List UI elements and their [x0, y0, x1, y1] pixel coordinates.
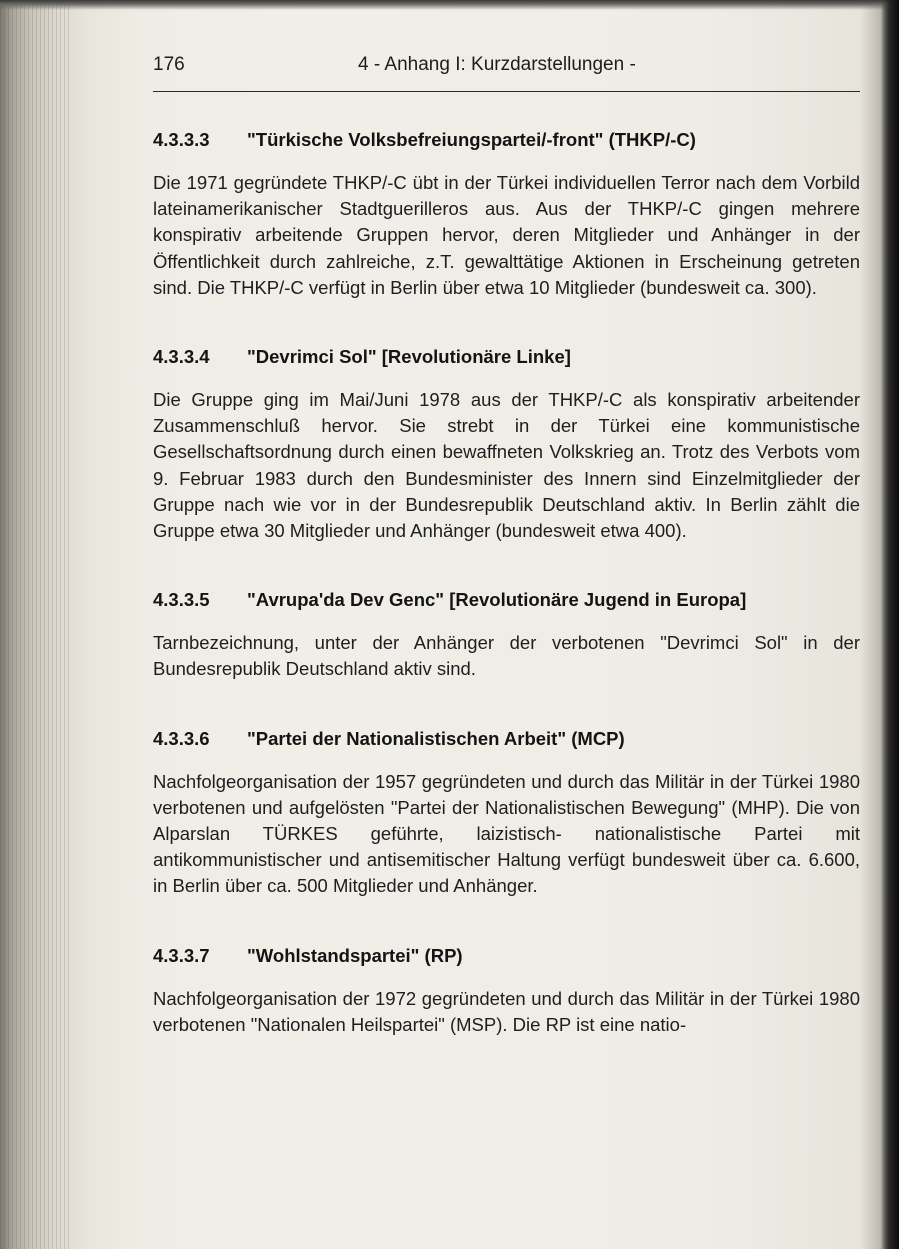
section-heading [153, 124, 860, 156]
section-title: "Türkische Volksbefreiungspartei/-front" (THKP/-C) [247, 129, 696, 150]
page-number: 176 [153, 54, 185, 75]
section-paragraph: Die 1971 gegründete THKP/-C übt in der Türkei individuellen Terror nach dem Vorbild lateinamerikanischer Stadtguerilleros aus. Aus der THKP/-C gingen mehrere konspirativ arbeitende Gruppen hervor, deren Mitglieder und Anhänger in der Öffentlichkeit durch zahlreiche, z.T. gewalttätige Aktionen in Erscheinung getreten sind. Die THKP/-C verfügt in Berlin über etwa 10 Mitglieder (bundesweit ca. 300). [153, 172, 860, 298]
section-paragraph: Nachfolgeorganisation der 1957 gegründeten und durch das Militär in der Türkei 1980 verbotenen und aufgelösten "Partei der Nationalistischen Bewegung" (MHP). Die von Alparslan TÜRKES geführte, laizistisch- nationalistische Partei mit antikommunistischer und antisemitischer Haltung verfügt bundesweit über ca. 6.600, in Berlin über ca. 500 Mitglieder und Anhänger. [153, 770, 860, 897]
section-paragraph: Die Gruppe ging im Mai/Juni 1978 aus der THKP/-C als konspirativ arbeitender Zusammenschluß hervor. Sie strebt in der Türkei eine kommunistische Gesellschaftsordnung durch einen bewaffneten Volkskrieg an. Trotz des Verbots vom 9. Februar 1983 durch den Bundesminister des Innern sind Einzelmitglieder der Gruppe nach wie vor in der Bundesrepublik Deutschland aktiv. In Berlin zählt die Gruppe etwa 30 Mitglieder und Anhänger (bundesweit etwa 400). [153, 389, 860, 542]
section-paragraph: Tarnbezeichnung, unter der Anhänger der verbotenen "Devrimci Sol" in der Bundesrepublik Deutschland aktiv sind. [153, 632, 860, 680]
section-number: 4.3.3.7 [153, 944, 210, 966]
section-4-3-3-7 [153, 940, 860, 1038]
section-heading [153, 723, 860, 755]
section-heading [153, 341, 860, 373]
section-title: "Devrimci Sol" [Revolutionäre Linke] [247, 346, 571, 368]
section-4-3-3-5 [153, 584, 860, 682]
page-content [153, 124, 860, 1078]
running-title: 4 - Anhang I: Kurzdarstellungen - [358, 54, 636, 75]
page-header [153, 54, 860, 84]
section-title: "Avrupa'da Dev Genc" [Revolutionäre Jugend in Europa] [247, 589, 747, 611]
right-edge-shadow [881, 0, 899, 1249]
header-rule [153, 91, 860, 92]
section-number: 4.3.3.6 [153, 727, 210, 749]
section-4-3-3-6 [153, 723, 860, 900]
section-heading [153, 940, 860, 972]
section-paragraph: Nachfolgeorganisation der 1972 gegründeten und durch das Militär in der Türkei 1980 verbotenen "Nationalen Heilspartei" (MSP). Die RP ist eine natio- [153, 987, 860, 1035]
section-title: "Partei der Nationalistischen Arbeit" (MCP) [247, 727, 625, 749]
section-number: 4.3.3.4 [153, 346, 210, 368]
section-heading [153, 584, 860, 616]
book-spine-shading [0, 0, 70, 1249]
section-number: 4.3.3.3 [153, 129, 210, 150]
section-4-3-3-4 [153, 341, 860, 544]
section-number: 4.3.3.5 [153, 589, 210, 611]
section-title: "Wohlstandspartei" (RP) [247, 944, 463, 966]
section-4-3-3-3 [153, 124, 860, 301]
top-edge-shadow [0, 0, 899, 10]
